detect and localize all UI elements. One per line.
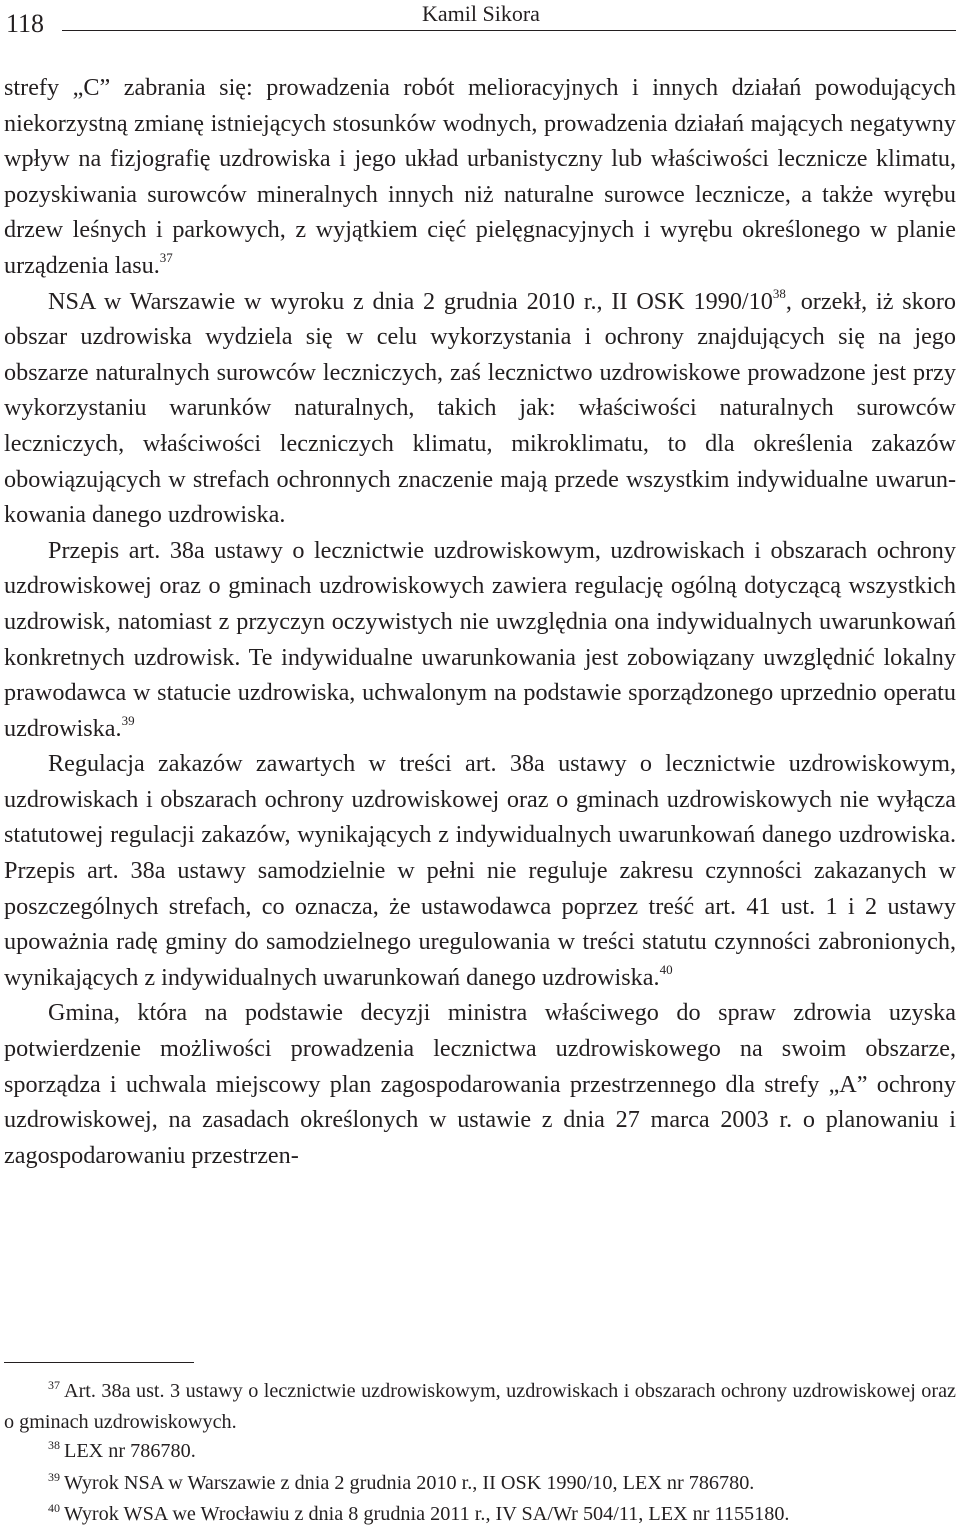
paragraph-text: , orzekł, iż skoro obszar uzdrowiska wydziela się w celu wykorzystania i ochrony znajdujących się na jego obszarze naturalnych surowców leczniczych, zaś lecznictwo uzdrowiskowe prowadzone jest przy wykorzystaniu warunków naturalnych, takich jak: właściwości naturalnych surowców leczniczych, właściwości leczniczych klimatu, mikroklimatu, to dla określenia zakazów obowiązujących w strefach ochronnych znaczenie mają przede wszystkim indywidualne uwarunkowania danego uzdrowiska. [4,287,956,529]
footnote-38 [4,1437,956,1468]
paragraph-5 [4,995,956,1173]
paragraph-text: Regulacja zakazów zawartych w treści art. 38a ustawy o lecznictwie uzdrowiskowym, uzdrowiskach i obszarach ochrony uzdrowiskowej oraz o gminach uzdrowiskowych nie wyłącza statutowej regulacji zakazów, wynikających z indywidualnych uwarunkowań danego uzdrowiska. Przepis art. 38a ustawy samodzielnie w pełni nie reguluje zakresu czynności zakazanych w poszczególnych strefach, co oznacza, że ustawodawca poprzez treść art. 41 ust. 1 i 2 ustawy upoważnia radę gminy do samodzielnego uregulowania w treści statutu czynności zabronionych, wynikających z indywidualnych uwarunkowań danego uzdrowiska. [4,750,956,991]
header-rule [62,30,956,31]
footnote-ref: 37 [159,249,173,265]
paragraph-text: Przepis art. 38a ustawy o lecznictwie uzdrowiskowym, uzdrowiskach i obszarach ochrony uzdrowiskowej oraz o gminach uzdrowiskowych zawiera regulację ogólną dotyczącą wszystkich uzdrowisk, natomiast z przyczyn oczywistych nie uwzględnia ona indywidualnych uwarunkowań konkretnych uzdrowisk. Te indywidualne uwarunkowania jest zobowiązany uwzględnić lokalny prawodawca w statucie uzdrowiska, uchwalonym na podstawie sporządzonego uprzednio operatu uzdrowiska. [4,536,956,742]
footnote-ref: 39 [121,712,135,728]
footnote-number: 40 [48,1500,60,1515]
footnote-37 [4,1377,956,1437]
paragraph-2 [4,284,956,533]
page-header [4,0,956,40]
footnote-number: 39 [48,1469,60,1484]
paragraph-text: Gmina, która na podstawie decyzji ministra właściwego do spraw zdrowia uzyska potwierdzenie możliwości prowadzenia lecznictwa uzdrowiskowego na swoim obszarze, sporządza i uchwala miejscowy plan zagospodarowania przestrzennego dla strefy „A” ochrony uzdrowiskowej, na zasadach określonych w ustawie z dnia 27 marca 2003 r. o planowaniu i zagospodarowaniu przestrzen- [4,999,956,1169]
paragraph-3 [4,533,956,747]
running-head-author: Kamil Sikora [422,1,540,26]
footnotes [4,1377,956,1531]
page-number: 118 [6,9,45,38]
footnote-ref: 38 [772,285,786,301]
footnote-text: LEX nr 786780. [64,1440,196,1463]
footnote-text: Wyrok NSA w Warszawie z dnia 2 grudnia 2010 r., II OSK 1990/10, LEX nr 786780. [64,1471,755,1494]
footnote-40 [4,1500,956,1531]
paragraph-1 [4,70,956,284]
footnote-ref: 40 [659,961,673,977]
footnote-number: 37 [48,1378,60,1392]
paragraph-4 [4,746,956,995]
footnote-text: Art. 38a ust. 3 ustawy o lecznictwie uzdrowiskowym, uzdrowiskach i obszarach ochrony uzdrowiskowej oraz o gminach uzdrowiskowych. [4,1380,956,1434]
body-text [4,70,956,1173]
footnote-39 [4,1469,956,1500]
footnote-text: Wyrok WSA we Wrocławiu z dnia 8 grudnia 2011 r., IV SA/Wr 504/11, LEX nr 1155180. [64,1502,790,1525]
paragraph-text: strefy „C” zabrania się: prowadzenia robót melioracyjnych i innych działań powodujących niekorzystną zmianę istniejących stosunków wodnych, prowadzenia działań mających negatywny wpływ na fizjografię uzdrowiska i jego układ urbanistyczny lub właściwości lecznicze klimatu, pozyskiwania surowców mineralnych innych niż naturalne surowce lecznicze, a także wyrębu drzew leśnych i parkowych, z wyjątkiem cięć pielęgnacyjnych i wyrębu określonego w planie urządzenia lasu. [4,74,956,279]
footnote-separator [4,1362,194,1363]
paragraph-text: NSA w Warszawie w wyroku z dnia 2 grudnia 2010 r., II OSK 1990/10 [48,287,773,315]
footnote-number: 38 [48,1438,60,1453]
